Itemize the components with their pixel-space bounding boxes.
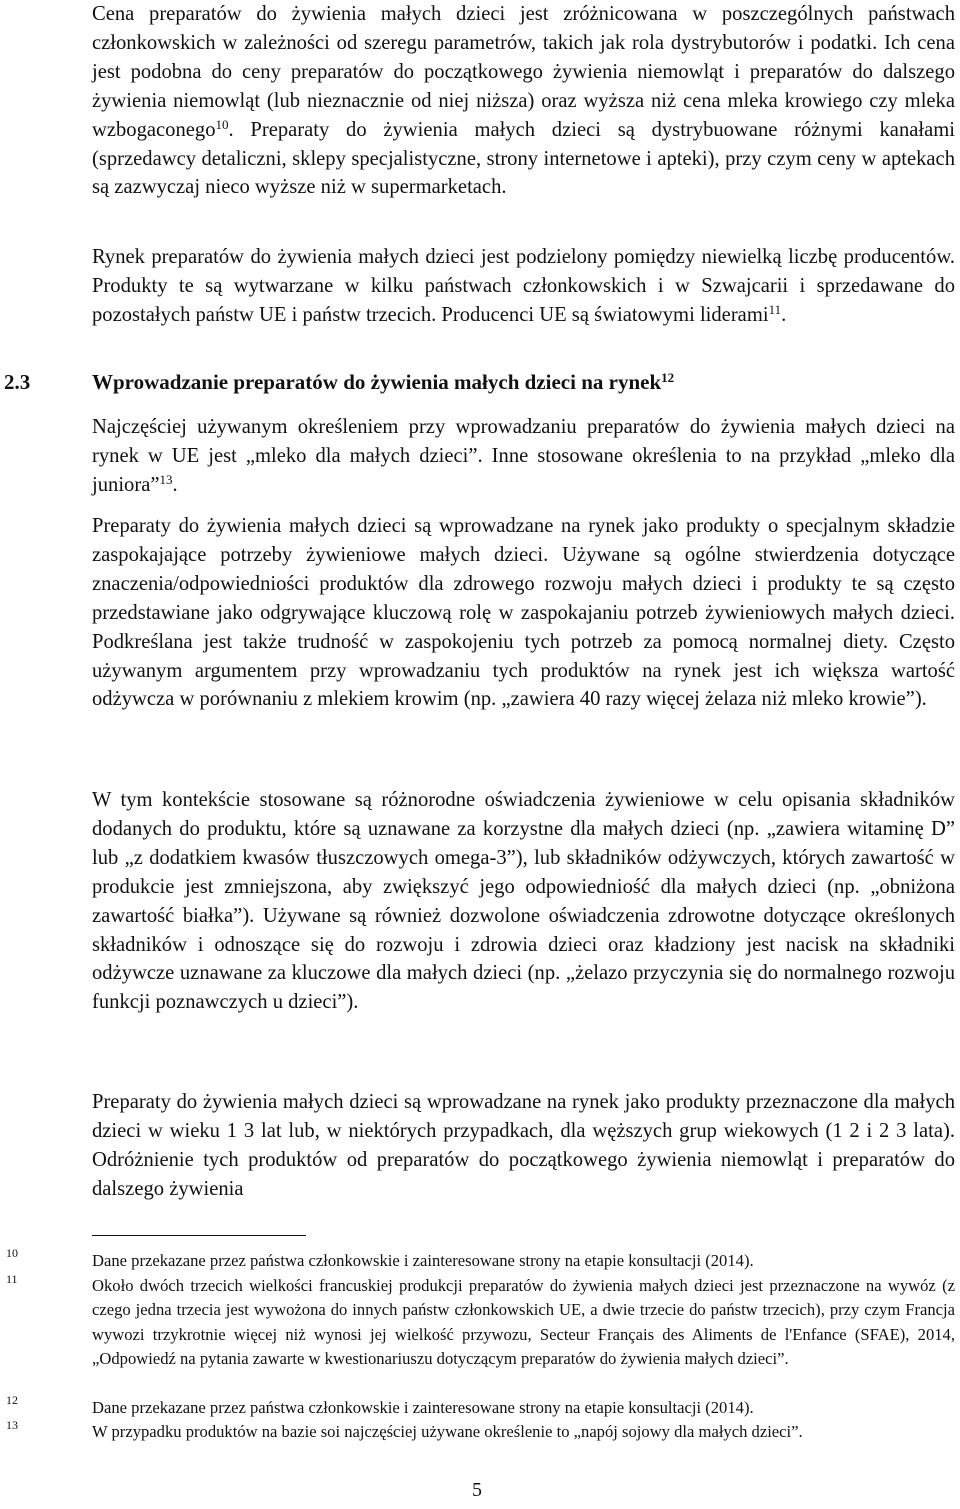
footnote-text: Dane przekazane przez państwa członkowskie i zainteresowane strony na etapie konsultacji (2014). — [92, 1251, 754, 1270]
paragraph-price-tail: . Preparaty do żywienia małych dzieci są dystrybuowane różnymi kanałami (sprzedawcy detaliczni, sklepy specjalistyczne, strony internetowe i apteki), przy czym ceny w aptekach są zazwyczaj nieco wyższe niż w supermarketach. — [92, 118, 955, 199]
footnote-number: 11 — [6, 1272, 18, 1286]
paragraph-marketing: Preparaty do żywienia małych dzieci są wprowadzane na rynek jako produkty o specjalnym składzie zaspokajające potrzeby żywieniowe małych dzieci. Używane są ogólne stwierdzenia dotyczące znaczenia/odpowiedniości produktów dla zdrowego rozwoju małych dzieci i produkty te są często przedstawiane jako odgrywające kluczową rolę w zaspokajaniu potrzeb żywieniowych małych dzieci. Podkreślana jest także trudność w zaspokojeniu tych potrzeb za pomocą normalnej diety. Często używanym argumentem przy wprowadzaniu tych produktów na rynek jest ich większa wartość odżywcza w porównaniu z mlekiem krowim (np. „zawiera 40 razy więcej żelaza niż mleko krowie”). — [92, 515, 955, 711]
paragraph-terms-text: Najczęściej używanym określeniem przy wprowadzaniu preparatów do żywienia małych dzieci na rynek w UE jest „mleko dla małych dzieci”. Inne stosowane określenia to na przykład „mleko dla juniora” — [92, 416, 955, 496]
footnote-text: Około dwóch trzecich wielkości francuskiej produkcji preparatów do żywienia małych dzieci jest przeznaczone na wywóz (z czego jedna trzecia jest wywożona do innych państw członkowskich UE, a dwie trzecie do państw trzecich), przy czym Francja wywozi trzykrotnie więcej niż wynosi jej wielkość przywozu, Secteur Français des Aliments de l'Enfance (SFAE), 2014, „Odpowiedź na pytania zawarte w kwestionariuszu dotyczącym preparatów do żywienia małych dzieci”. — [92, 1276, 955, 1369]
footnote-ref-13[interactable]: 13 — [159, 471, 173, 487]
footnote-text: Dane przekazane przez państwa członkowskie i zainteresowane strony na etapie konsultacji (2014). — [92, 1398, 754, 1417]
section-number: 2.3 — [4, 370, 31, 394]
section-heading — [4, 367, 674, 397]
footnote-ref-11[interactable]: 11 — [768, 301, 782, 317]
footnote-ref-12[interactable]: 12 — [661, 370, 675, 385]
footnote-number: 13 — [6, 1418, 18, 1432]
paragraph-market — [92, 243, 955, 330]
paragraph-price-text: Cena preparatów do żywienia małych dzieci jest zróżnicowana w poszczególnych państwach członkowskich w zależności od szeregu parametrów, takich jak rola dystrybutorów i podatki. Ich cena jest podobna do ceny preparatów do początkowego żywienia niemowląt i preparatów do dalszego żywienia niemowląt (lub nieznacznie od niej niższa) oraz wyższa niż cena mleka krowiego czy mleka wzbogaconego — [92, 3, 955, 141]
page-number: 5 — [472, 1479, 482, 1501]
footnote-number: 12 — [6, 1393, 18, 1407]
footnote-ref-10[interactable]: 10 — [215, 116, 229, 132]
paragraph-price — [92, 0, 955, 202]
paragraph-terms-tail: . — [172, 473, 178, 496]
footnote-divider — [92, 1235, 306, 1236]
footnote-number: 10 — [6, 1246, 18, 1260]
section-title: Wprowadzanie preparatów do żywienia małych dzieci na rynek — [92, 370, 662, 394]
paragraph-market-text: Rynek preparatów do żywienia małych dzieci jest podzielony pomiędzy niewielką liczbę producentów. Produkty te są wytwarzane w kilku państwach członkowskich i w Szwajcarii i sprzedawane do pozostałych państw UE i państw trzecich. Producenci UE są światowymi liderami — [92, 246, 955, 326]
paragraph-age-groups: Preparaty do żywienia małych dzieci są wprowadzane na rynek jako produkty przeznaczone dla małych dzieci w wieku 1 3 lat lub, w niektórych przypadkach, dla węższych grup wiekowych (1 2 i 2 3 lata). Odróżnienie tych produktów od preparatów do początkowego żywienia niemowląt i preparatów do dalszego żywienia — [92, 1091, 955, 1200]
paragraph-claims: W tym kontekście stosowane są różnorodne oświadczenia żywieniowe w celu opisania składników dodanych do produktu, które są uznawane za korzystne dla małych dzieci (np. „zawiera witaminę D” lub „z dodatkiem kwasów tłuszczowych omega-3”), lub składników odżywczych, których zawartość w produkcie jest zmniejszona, aby zwiększyć jego odpowiedniość dla małych dzieci (np. „obniżona zawartość białka”). Używane są również dozwolone oświadczenia zdrowotne dotyczące określonych składników i odnoszące się do rozwoju i zdrowia dzieci oraz kładziony jest nacisk na składniki odżywcze uznawane za kluczowe dla małych dzieci (np. „żelazo przyczynia się do normalnego rozwoju funkcji poznawczych u dzieci”). — [92, 789, 955, 1014]
paragraph-market-tail: . — [781, 303, 787, 326]
footnote-text: W przypadku produktów na bazie soi najczęściej używane określenie to „napój sojowy dla małych dzieci”. — [92, 1422, 803, 1441]
paragraph-terms — [92, 413, 955, 500]
